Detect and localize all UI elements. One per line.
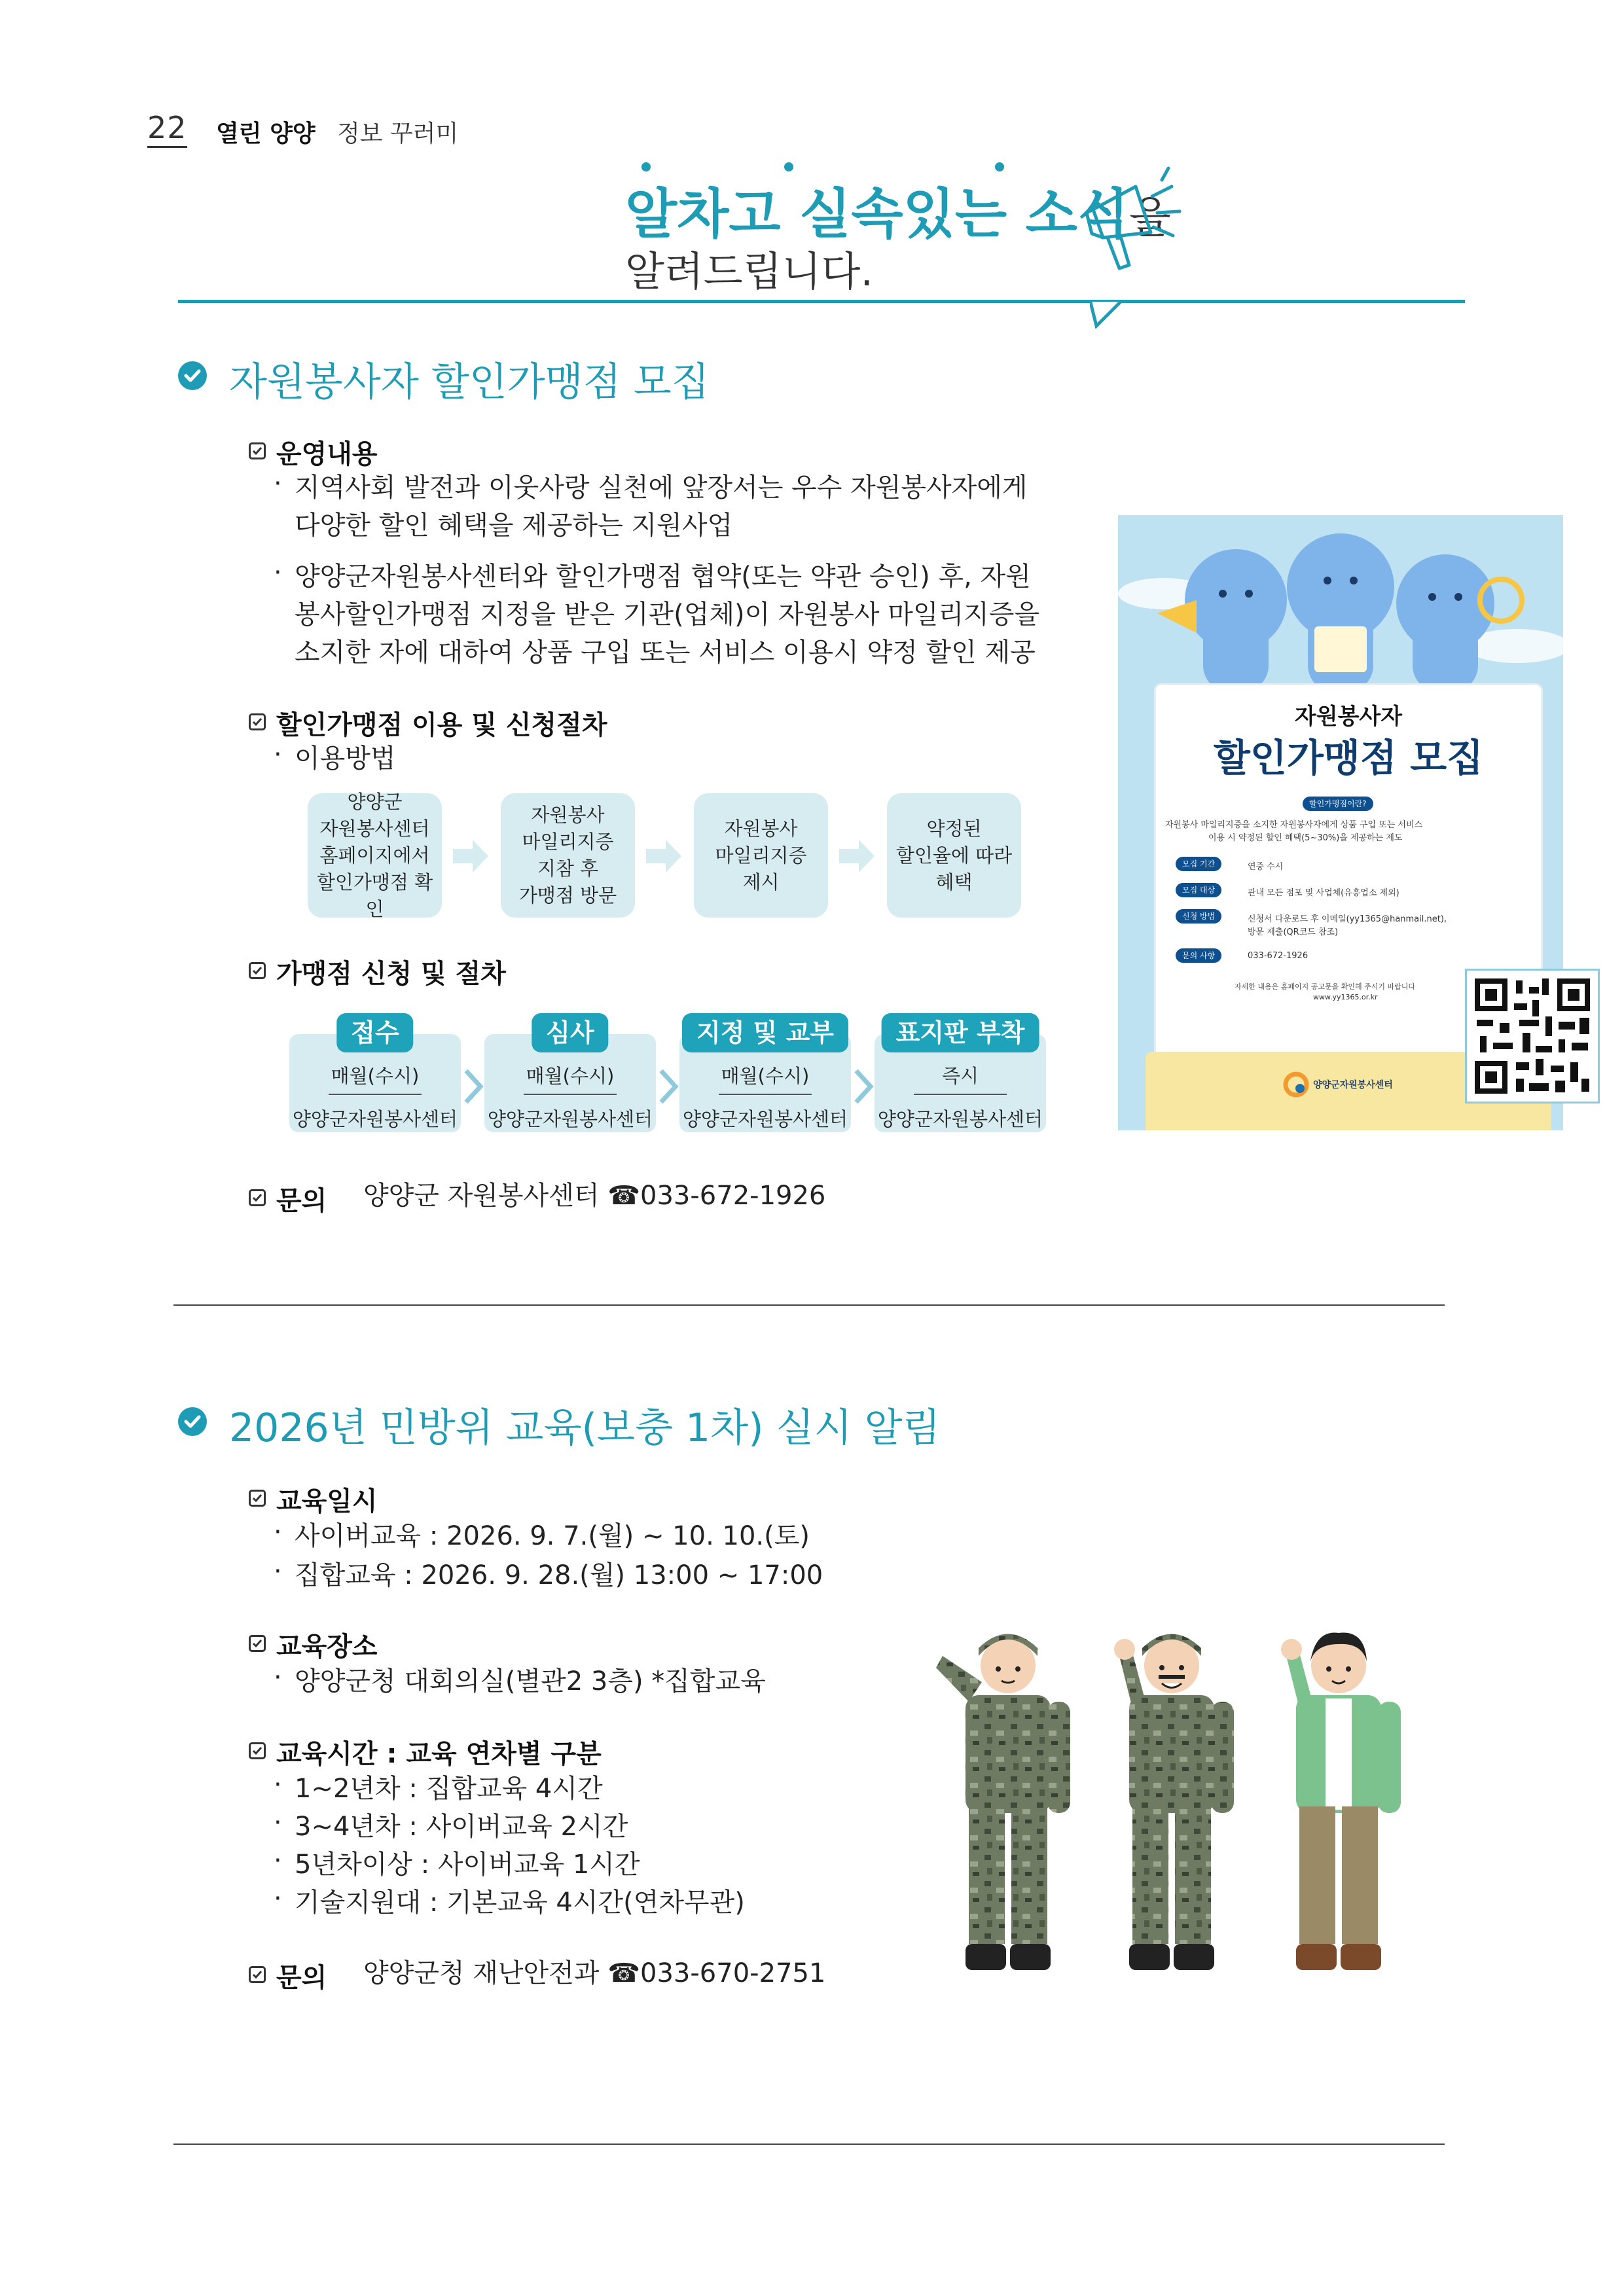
bullet: · bbox=[274, 1884, 282, 1914]
flow-step: 자원봉사 마일리지증 지참 후 가맹점 방문 bbox=[501, 793, 635, 918]
process-step bbox=[484, 1018, 656, 1132]
headline-dot bbox=[995, 162, 1004, 171]
contact2-text: 양양군청 재난안전과 ☎033-670-2751 bbox=[363, 1958, 826, 1988]
arrow-right-icon bbox=[452, 838, 490, 874]
operation-line: 봉사할인가맹점 지정을 받은 기관(업체)이 자원봉사 마일리지증을 bbox=[295, 600, 1040, 630]
flow-step: 약정된 할인율에 따라 혜택 bbox=[887, 793, 1021, 918]
poster-row-key: 모집 대상 bbox=[1176, 883, 1221, 897]
process-heading: 가맹점 신청 및 절차 bbox=[276, 959, 506, 989]
operation-line: 다양한 할인 혜택을 제공하는 지원사업 bbox=[295, 511, 733, 541]
chevron-right-icon bbox=[852, 1067, 876, 1106]
bullet: · bbox=[274, 1556, 282, 1587]
poster-row-key: 문의 사항 bbox=[1176, 948, 1221, 963]
flow-step: 양양군 자원봉사센터 홈페이지에서 할인가맹점 확인 bbox=[308, 793, 442, 918]
section-name: 정보 꾸러미 bbox=[337, 120, 459, 147]
poster-row-value: 033-672-1926 bbox=[1248, 951, 1308, 961]
poster-title-small: 자원봉사자 bbox=[1294, 704, 1403, 730]
check-circle-icon bbox=[178, 1407, 207, 1436]
page-number: 22 bbox=[147, 110, 187, 145]
divider bbox=[524, 1094, 617, 1095]
arrow-right-icon bbox=[645, 838, 683, 874]
time-item: 5년차이상 : 사이버교육 1시간 bbox=[295, 1850, 640, 1880]
process-org: 양양군자원봉사센터 bbox=[292, 1108, 458, 1130]
checkbox-icon bbox=[249, 1490, 266, 1507]
process-time: 매월(수시) bbox=[526, 1065, 615, 1087]
bullet: · bbox=[274, 1517, 282, 1547]
schedule-item: 집합교육 : 2026. 9. 28.(월) 13:00 ~ 17:00 bbox=[295, 1560, 823, 1590]
schedule-heading: 교육일시 bbox=[276, 1486, 378, 1516]
process-step bbox=[875, 1018, 1046, 1132]
section2-title: 2026년 민방위 교육(보충 1차) 실시 알림 bbox=[229, 1405, 941, 1451]
process-label: 심사 bbox=[532, 1013, 608, 1052]
process-label: 표지판 부착 bbox=[882, 1013, 1039, 1052]
contact-text: 양양군 자원봉사센터 ☎033-672-1926 bbox=[363, 1181, 826, 1211]
time-item: 3~4년차 : 사이버교육 2시간 bbox=[295, 1812, 628, 1842]
divider bbox=[329, 1094, 422, 1095]
poster-desc: 이용 시 약정된 할인 혜택(5~30%)을 제공하는 제도 bbox=[1208, 833, 1403, 843]
poster-row-value: 방문 제출(QR코드 참조) bbox=[1248, 927, 1339, 937]
flow-step: 자원봉사 마일리지증 제시 bbox=[694, 793, 828, 918]
process-org: 양양군자원봉사센터 bbox=[682, 1108, 848, 1130]
process-label: 접수 bbox=[336, 1013, 413, 1052]
section-divider bbox=[173, 1304, 1445, 1306]
chevron-right-icon bbox=[462, 1067, 486, 1106]
operation-line: 지역사회 발전과 이웃사랑 실천에 앞장서는 우수 자원봉사자에게 bbox=[295, 473, 1028, 503]
process-time: 매월(수시) bbox=[331, 1065, 420, 1087]
checkbox-icon bbox=[249, 1966, 266, 1983]
headline: 알차고 실속있는 소식을 bbox=[625, 183, 1171, 245]
poster-footnote: 자세한 내용은 홈페이지 공고문을 확인해 주시기 바랍니다 bbox=[1235, 982, 1416, 991]
headline-sub: 알려드립니다. bbox=[625, 247, 874, 295]
poster-row-value: 신청서 다운로드 후 이메일(yy1365@hanmail.net), bbox=[1248, 914, 1447, 924]
magazine-name: 열린 양양 bbox=[216, 120, 316, 147]
checkbox-icon bbox=[249, 1635, 266, 1652]
checkbox-icon bbox=[249, 962, 266, 979]
bullet: · bbox=[274, 1808, 282, 1838]
contact-heading: 문의 bbox=[276, 1186, 327, 1216]
check-circle-icon bbox=[178, 361, 207, 390]
qr-code-icon bbox=[1465, 969, 1600, 1103]
bottom-divider bbox=[173, 2144, 1445, 2145]
poster-title-big: 할인가맹점 모집 bbox=[1213, 736, 1484, 780]
bullet: · bbox=[274, 740, 282, 770]
checkbox-icon bbox=[249, 1189, 266, 1206]
headline-dot bbox=[641, 162, 651, 171]
usage-subitem: 이용방법 bbox=[295, 744, 396, 774]
process-time: 즉시 bbox=[941, 1065, 979, 1087]
poster-question: 할인가맹점이란? bbox=[1303, 797, 1373, 811]
usage-heading: 할인가맹점 이용 및 신청절차 bbox=[276, 710, 607, 740]
process-org: 양양군자원봉사센터 bbox=[487, 1108, 653, 1130]
divider bbox=[914, 1094, 1007, 1095]
mascots-illustration bbox=[1118, 515, 1563, 698]
checkbox-icon bbox=[249, 713, 266, 730]
time-heading: 교육시간 : 교육 연차별 구분 bbox=[276, 1739, 602, 1769]
schedule-item: 사이버교육 : 2026. 9. 7.(월) ~ 10. 10.(토) bbox=[295, 1521, 810, 1551]
poster-row-value: 관내 모든 점포 및 사업체(유흥업소 제외) bbox=[1248, 888, 1399, 898]
megaphone-icon bbox=[1074, 160, 1191, 278]
checkbox-icon bbox=[249, 442, 266, 459]
arrow-right-icon bbox=[838, 838, 876, 874]
poster-row-key: 모집 기간 bbox=[1176, 857, 1221, 871]
operation-line: 소지한 자에 대하여 상품 구입 또는 서비스 이용시 약정 할인 제공 bbox=[295, 637, 1036, 668]
chevron-right-icon bbox=[657, 1067, 681, 1106]
process-org: 양양군자원봉사센터 bbox=[877, 1108, 1043, 1130]
checkbox-icon bbox=[249, 1742, 266, 1759]
process-time: 매월(수시) bbox=[721, 1065, 810, 1087]
process-step bbox=[679, 1018, 851, 1132]
header-rule bbox=[178, 300, 1465, 303]
place-heading: 교육장소 bbox=[276, 1632, 378, 1662]
bullet: · bbox=[274, 1662, 282, 1693]
time-item: 기술지원대 : 기본교육 4시간(연차무관) bbox=[295, 1888, 745, 1918]
place-item: 양양군청 대회의실(별관2 3층) *집합교육 bbox=[295, 1666, 766, 1696]
headline-dot bbox=[784, 162, 793, 171]
process-label: 지정 및 교부 bbox=[682, 1013, 848, 1052]
speech-tail-icon bbox=[1090, 300, 1129, 332]
operation-heading: 운영내용 bbox=[276, 439, 378, 469]
bullet: · bbox=[274, 1770, 282, 1800]
bullet: · bbox=[274, 558, 282, 588]
soldiers-illustration bbox=[903, 1617, 1440, 1983]
time-item: 1~2년차 : 집합교육 4시간 bbox=[295, 1774, 603, 1804]
poster-row-value: 연중 수시 bbox=[1248, 862, 1284, 872]
poster-footnote: www.yy1365.or.kr bbox=[1313, 993, 1378, 1001]
poster-row-key: 신청 방법 bbox=[1176, 909, 1221, 924]
process-step bbox=[289, 1018, 461, 1132]
operation-line: 양양군자원봉사센터와 할인가맹점 협약(또는 약관 승인) 후, 자원 bbox=[295, 562, 1031, 592]
poster-desc: 자원봉사 마일리지증을 소지한 자원봉사자에게 상품 구입 또는 서비스 bbox=[1165, 820, 1423, 830]
section1-title: 자원봉사자 할인가맹점 모집 bbox=[229, 359, 710, 405]
bullet: · bbox=[274, 1846, 282, 1876]
divider bbox=[719, 1094, 812, 1095]
bullet: · bbox=[274, 469, 282, 499]
contact2-heading: 문의 bbox=[276, 1963, 327, 1993]
poster-org: 양양군자원봉사센터 bbox=[1313, 1080, 1393, 1090]
org-logo-icon bbox=[1283, 1071, 1309, 1098]
